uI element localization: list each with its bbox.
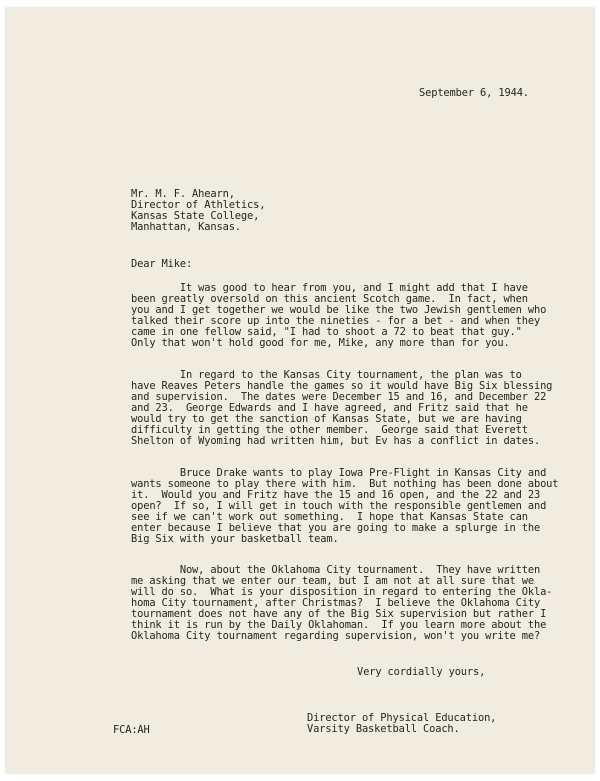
paragraph-1	[131, 283, 546, 349]
body-line: tournament does not have any of the Big Six supervision but rather I	[131, 608, 547, 620]
body-line: open? If so, I will get in touch with the responsible gentlemen and	[131, 500, 547, 512]
body-line: Only that won't hold good for me, Mike, any more than for you.	[131, 337, 510, 349]
body-line: In regard to the Kansas City tournament, the plan was to	[131, 369, 522, 381]
body-line: Bruce Drake wants to play Iowa Pre-Flight in Kansas City and	[131, 467, 547, 479]
letter-date: September 6, 1944.	[419, 87, 529, 99]
body-line: talked their score up into the nineties - for a bet - and when they	[131, 315, 541, 327]
inside-address	[131, 189, 265, 233]
letter-page	[6, 8, 594, 773]
body-line: It was good to hear from you, and I might add that I have	[131, 282, 528, 294]
signature-title	[307, 713, 496, 735]
body-line: Big Six with your basketball team.	[131, 533, 339, 545]
paragraph-3	[131, 468, 558, 545]
signature-title-line: Director of Physical Education,	[307, 712, 497, 724]
body-line: and supervision. The dates were December 15 and 16, and December 22	[131, 391, 547, 403]
body-line: you and I get together we would be like the two Jewish gentlemen who	[131, 304, 547, 316]
address-line: Director of Athletics,	[131, 199, 266, 211]
typist-initials: FCA:AH	[113, 724, 150, 736]
body-line: see if we can't work out something. I hope that Kansas State can	[131, 511, 528, 523]
body-line: Now, about the Oklahoma City tournament. They have written	[131, 564, 541, 576]
paragraph-4	[131, 565, 552, 642]
paragraph-2	[131, 370, 552, 447]
body-line: enter because I believe that you are going to make a splurge in the	[131, 522, 541, 534]
address-line: Mr. M. F. Ahearn,	[131, 188, 235, 200]
signature-title-line: Varsity Basketball Coach.	[307, 723, 460, 735]
body-line: and 23. George Edwards and I have agreed, and Fritz said that he	[131, 402, 528, 414]
salutation: Dear Mike:	[131, 258, 193, 270]
body-line: came in one fellow said, "I had to shoot a 72 to beat that guy."	[131, 326, 522, 338]
body-line: me asking that we enter our team, but I am not at all sure that we	[131, 575, 534, 587]
body-line: wants someone to play there with him. But nothing has been done about	[131, 478, 559, 490]
body-line: been greatly oversold on this ancient Scotch game. In fact, when	[131, 293, 528, 305]
body-line: have Reaves Peters handle the games so it would have Big Six blessing	[131, 380, 553, 392]
body-line: homa City tournament, after Christmas? I believe the Oklahoma City	[131, 597, 541, 609]
body-line: it. Would you and Fritz have the 15 and 16 open, and the 22 and 23	[131, 489, 541, 501]
address-line: Manhattan, Kansas.	[131, 221, 241, 233]
body-line: Oklahoma City tournament regarding supervision, won't you write me?	[131, 630, 541, 642]
body-line: will do so. What is your disposition in regard to entering the Okla-	[131, 586, 553, 598]
closing: Very cordially yours,	[357, 666, 486, 678]
body-line: would try to get the sanction of Kansas State, but we are having	[131, 413, 522, 425]
body-line: Shelton of Wyoming had written him, but Ev has a conflict in dates.	[131, 435, 541, 447]
address-line: Kansas State College,	[131, 210, 260, 222]
body-line: difficulty in getting the other member. George said that Everett	[131, 424, 528, 436]
body-line: think it is run by the Daily Oklahoman. If you learn more about the	[131, 619, 547, 631]
